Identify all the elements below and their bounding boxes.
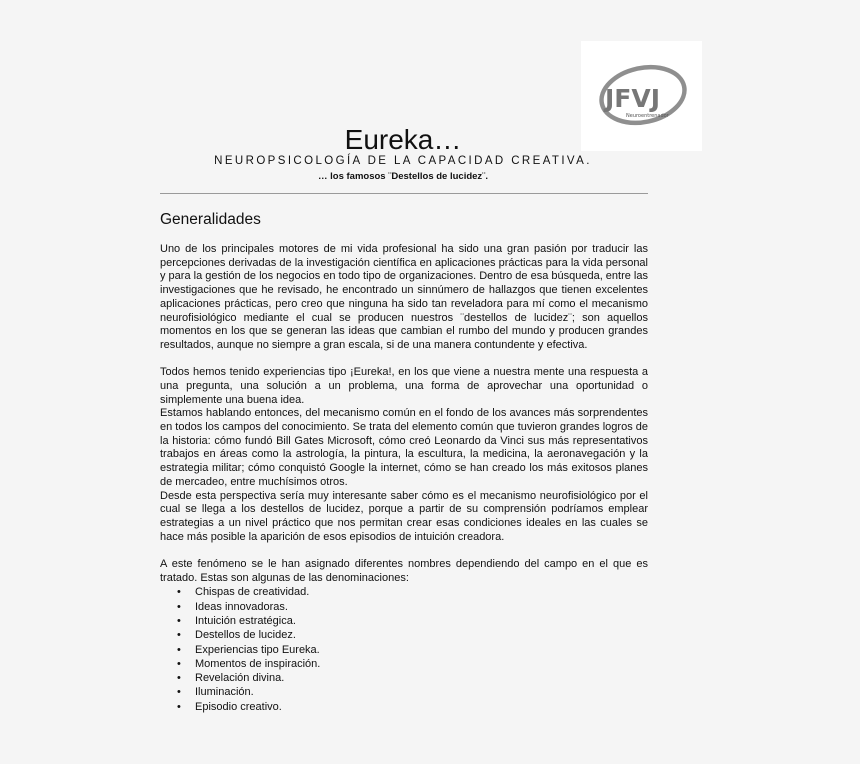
- paragraph: A este fenómeno se le han asignado diferentes nombres dependiendo del campo en el que es tratado. Estas son algunas de las denominaciones:: [160, 557, 648, 584]
- paragraph: Todos hemos tenido experiencias tipo ¡Eureka!, en los que viene a nuestra mente una respuesta a una pregunta, una solución a un problema, una forma de aprovechar una oportunidad o simplemente una buena idea.: [160, 366, 648, 406]
- paragraph: Uno de los principales motores de mi vida profesional ha sido una gran pasión por traducir las percepciones derivadas de la investigación científica en aplicaciones prácticas para la vida personal y para la gestión de los negocios en todo tipo de organizaciones. Dentro de esa búsqueda, entre las investigaciones que he revisado, he encontrado un sinnúmero de hallazgos que tienen excelentes aplicaciones prácticas, pero creo que ninguna ha sido tan reveladora para mí como el mecanismo neurofisiológico mediante el cual se producen nuestros ¨destellos de lucidez¨; son aquellos momentos en los que se generan las ideas que cambian el rumbo del mundo y producen grandes resultados, aunque no siempre a gran escala, si de una manera contundente y efectiva.: [160, 243, 648, 351]
- paragraph: Estamos hablando entonces, del mecanismo común en el fondo de los avances más sorprendentes en todos los campos del conocimiento. Se trata del elemento común que tuvieron grandes logros de la historia: cómo fundó Bill Gates Microsoft, cómo creó Leonardo da Vinci sus más representativos trabajos en áreas como la astrología, la pintura, la escultura, la medicina, la aeronavegación y la estrategia militar; cómo conquistó Google la internet, cómo se han creado los más exitosos planes de mercadeo, entre muchísimos otros.: [160, 407, 648, 488]
- logo-text: JFVJ: [605, 84, 661, 113]
- header-divider: [160, 193, 648, 194]
- paragraph-gap: [160, 353, 648, 367]
- section-heading: Generalidades: [160, 211, 261, 228]
- list-item: • Ideas innovadoras.: [195, 600, 648, 614]
- list-item: • Episodio creativo.: [195, 700, 648, 714]
- list-item: • Revelación divina.: [195, 671, 648, 685]
- document-title: Eureka…: [344, 124, 462, 155]
- list-item: • Iluminación.: [195, 685, 648, 699]
- list-item: • Destellos de lucidez.: [195, 628, 648, 642]
- paragraph-gap: [160, 544, 648, 558]
- list-item: • Momentos de inspiración.: [195, 657, 648, 671]
- document-tagline: … los famosos ¨Destellos de lucidez¨.: [318, 171, 488, 182]
- list-item: • Experiencias tipo Eureka.: [195, 643, 648, 657]
- paragraph: Desde esta perspectiva sería muy interesante saber cómo es el mecanismo neurofisiológico por el cual se llega a los destellos de lucidez, porque a partir de su comprensión podríamos emplear estrategias a un nivel práctico que nos permitan crear esas condiciones ideales en las cuales se hace más posible la aparición de esos episodios de intuición creadora.: [160, 489, 648, 543]
- logo-subtext: Neuroentrenador: [626, 113, 669, 119]
- denominations-list: [160, 585, 648, 714]
- list-item: • Chispas de creatividad.: [195, 585, 648, 599]
- document-body: [160, 210, 648, 714]
- document-subtitle: NEUROPSICOLOGÍA DE LA CAPACIDAD CREATIVA.: [214, 155, 592, 167]
- list-item: • Intuición estratégica.: [195, 614, 648, 628]
